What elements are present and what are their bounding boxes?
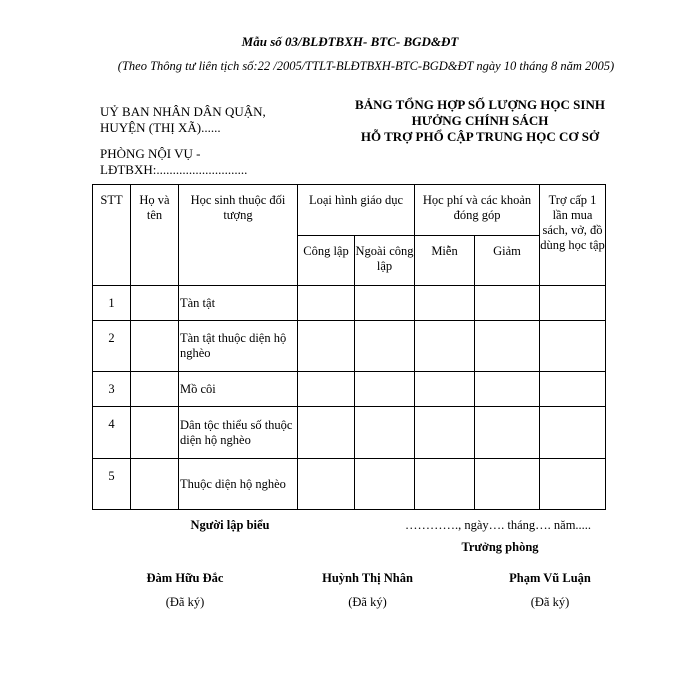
preparer-title: Người lập biểu [190, 518, 270, 532]
agency-line-4: LĐTBXH:............................ [100, 162, 248, 177]
signed-note-3: (Đã ký) [530, 595, 570, 609]
row-non-public-cell [355, 459, 415, 510]
row-reduce-cell [475, 286, 540, 321]
report-title-line-2: HƯỞNG CHÍNH SÁCH [411, 113, 549, 128]
signed-note-1: (Đã ký) [165, 595, 205, 609]
table-row [93, 321, 606, 372]
row-allowance-cell [540, 321, 606, 372]
row-public-cell [298, 286, 355, 321]
header-name: Họ và tên [131, 185, 179, 286]
header-exempt: Miễn [415, 236, 475, 286]
row-stt: 5 [93, 459, 131, 510]
table-row [93, 459, 606, 510]
row-exempt-cell [415, 372, 475, 407]
row-exempt-cell [415, 459, 475, 510]
row-non-public-cell [355, 407, 415, 459]
row-stt: 1 [93, 286, 131, 321]
legal-basis: (Theo Thông tư liên tịch số:22 /2005/TTLT-BLĐTBXH-BTC-BGD&ĐT ngày 10 tháng 8 năm 2005) [117, 59, 615, 73]
header-allowance: Trợ cấp 1 lần mua sách, vở, đồ dùng học tập [540, 185, 606, 286]
signer-name-2: Huỳnh Thị Nhân [322, 571, 413, 585]
agency-line-3: PHÒNG NỘI VỤ - [100, 146, 201, 161]
row-allowance-cell [540, 459, 606, 510]
row-non-public-cell [355, 321, 415, 372]
report-title [325, 97, 635, 145]
row-name-cell [131, 372, 179, 407]
row-public-cell [298, 372, 355, 407]
row-name-cell [131, 321, 179, 372]
row-exempt-cell [415, 321, 475, 372]
header-public: Công lập [298, 236, 355, 286]
row-stt: 4 [93, 407, 131, 459]
signer-name-3: Phạm Vũ Luận [509, 571, 591, 585]
row-reduce-cell [475, 459, 540, 510]
row-exempt-cell [415, 286, 475, 321]
row-name-cell [131, 407, 179, 459]
header-edu-type: Loại hình giáo dục [298, 185, 415, 236]
form-code: Mẫu số 03/BLĐTBXH- BTC- BGD&ĐT [241, 34, 459, 49]
signer-name-1: Đàm Hữu Đắc [146, 571, 224, 585]
row-public-cell [298, 321, 355, 372]
row-category: Dân tộc thiểu số thuộc diện hộ nghèo [179, 407, 298, 459]
date-line: …………., ngày…. tháng…. năm..... [404, 518, 592, 532]
agency-line-1: UỶ BAN NHÂN DÂN QUẬN, [100, 104, 266, 119]
row-reduce-cell [475, 321, 540, 372]
row-exempt-cell [415, 407, 475, 459]
header-non-public: Ngoài công lập [355, 236, 415, 286]
report-title-line-3: HỖ TRỢ PHỔ CẬP TRUNG HỌC CƠ SỞ [360, 129, 600, 144]
agency-line-2: HUYỆN (THỊ XÃ)...... [100, 120, 221, 135]
row-reduce-cell [475, 407, 540, 459]
header-reduce: Giảm [475, 236, 540, 286]
report-title-line-1: BẢNG TỔNG HỢP SỐ LƯỢNG HỌC SINH [355, 97, 605, 112]
row-non-public-cell [355, 286, 415, 321]
row-category: Tàn tật [179, 286, 298, 321]
table-row [93, 372, 606, 407]
row-stt: 3 [93, 372, 131, 407]
header-stt: STT [93, 185, 131, 286]
row-name-cell [131, 286, 179, 321]
row-public-cell [298, 459, 355, 510]
agency-block [100, 104, 300, 178]
row-non-public-cell [355, 372, 415, 407]
signed-note-2: (Đã ký) [348, 595, 387, 609]
row-allowance-cell [540, 372, 606, 407]
table-row [93, 286, 606, 321]
row-allowance-cell [540, 286, 606, 321]
row-public-cell [298, 407, 355, 459]
table-row [93, 407, 606, 459]
row-name-cell [131, 459, 179, 510]
row-category: Thuộc diện hộ nghèo [179, 459, 298, 510]
row-stt: 2 [93, 321, 131, 372]
header-fees: Học phí và các khoản đóng góp [415, 185, 540, 236]
row-category: Mồ côi [179, 372, 298, 407]
row-category: Tàn tật thuộc diện hộ nghèo [179, 321, 298, 372]
row-allowance-cell [540, 407, 606, 459]
head-title: Trưởng phòng [461, 540, 539, 554]
summary-table [92, 184, 606, 510]
row-reduce-cell [475, 372, 540, 407]
header-category: Học sinh thuộc đối tượng [179, 185, 298, 286]
